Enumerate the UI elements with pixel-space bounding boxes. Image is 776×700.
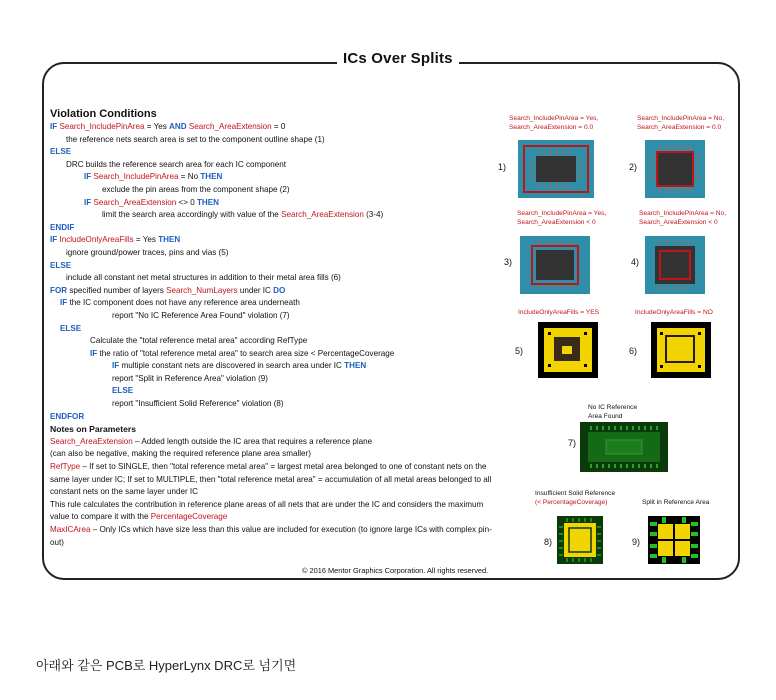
rule-segment: FOR <box>50 285 70 295</box>
rule-line <box>50 197 498 210</box>
rule-segment: Search_AreaExtension <box>93 197 177 207</box>
fig1-caption: Search_IncludePinArea = Yes, Search_AreaExtension = 0.0 <box>509 115 599 131</box>
rule-segment: THEN <box>158 235 181 245</box>
rule-segment: multiple constant nets are discovered in search area under IC <box>121 361 345 371</box>
rule-segment: IF <box>90 348 100 358</box>
rule-line <box>50 385 498 398</box>
rule-line <box>50 209 498 222</box>
rule-segment: IF <box>50 122 60 131</box>
fig6-all-metal-image <box>651 322 711 378</box>
rule-segment: limit the search area accordingly with value of the <box>102 210 282 220</box>
violation-heading: Violation Conditions <box>50 108 157 120</box>
rule-segment: ELSE <box>112 386 134 396</box>
rule-segment: IF <box>60 298 70 308</box>
fig5-number: 5) <box>515 346 524 356</box>
rule-line <box>50 335 498 348</box>
note-line <box>50 448 498 461</box>
rule-segment: = 0 <box>271 122 286 131</box>
fig5-area-fills-image <box>538 322 598 378</box>
fig7-caption: No IC Reference Area Found <box>588 404 638 420</box>
rule-line <box>50 373 498 386</box>
copyright: © 2016 Mentor Graphics Corporation. All rights reserved. <box>302 566 489 575</box>
fig2-number: 2) <box>629 162 638 172</box>
rule-segment: Search_NumLayers <box>166 285 238 295</box>
rule-line <box>50 234 498 247</box>
rule-segment: the IC component does not have any reference area underneath <box>69 298 300 308</box>
rule-line <box>50 247 498 260</box>
rule-line <box>50 348 498 361</box>
rule-segment: THEN <box>344 361 367 371</box>
rule-segment: IF <box>112 361 122 371</box>
fig4-caption: Search_IncludePinArea = No, Search_AreaExtension < 0 <box>639 210 727 226</box>
rule-segment: ENDIF <box>50 222 75 232</box>
rule-segment: ELSE <box>50 260 72 270</box>
rule-segment: <> 0 <box>176 197 197 207</box>
fig5-caption: IncludeOnlyAreaFills = YES <box>518 309 600 316</box>
note-segment: – If set to SINGLE, then "total reference metal area" = largest metal area belonged to one of constant nets on the same layer under IC; If set to MULTIPLE, then "total reference metal area" = accumulation of all metal areas belonged to all constant nets on the same layer under IC <box>50 462 492 497</box>
rule-line <box>50 360 498 373</box>
fig8-caption: Insufficient Solid Reference (< PercentageCoverage) <box>535 490 616 506</box>
rule-segment: AND <box>169 122 189 131</box>
rule-segment: report "Split in Reference Area" violation (9) <box>112 373 269 383</box>
note-segment: This rule calculates the contribution in reference plane areas of all nets that are under the IC and considers the maximum value to compare it with the <box>50 499 484 522</box>
rule-segment: Calculate the "total reference metal area" according RefType <box>90 336 308 346</box>
rule-segment: report "Insufficient Solid Reference" violation (8) <box>112 399 284 409</box>
rule-line <box>50 285 498 298</box>
violation-conditions <box>50 107 498 549</box>
rule-segment: IF <box>50 235 60 245</box>
rule-segment: IF <box>84 197 94 207</box>
rule-segment: specified number of layers <box>69 285 167 295</box>
rule-segment: Search_AreaExtension <box>188 122 272 131</box>
note-line <box>50 524 498 549</box>
note-segment: – Only ICs which have size less than this value are included for execution (to ignore large ICs with complex pin-out) <box>50 525 492 547</box>
fig3-reduced-area-image <box>520 236 590 294</box>
rule-segment: report "No IC Reference Area Found" violation (7) <box>112 310 290 320</box>
fig1-ic-outline-image <box>518 140 594 198</box>
note-segment: – Added length outside the IC area that requires a reference plane <box>132 436 373 446</box>
rule-segment: = Yes <box>144 122 170 131</box>
note-segment: RefType <box>50 462 81 472</box>
slide-title: ICs Over Splits <box>337 50 459 67</box>
rule-segment: ignore ground/power traces, pins and vias (5) <box>66 247 229 257</box>
note-segment: MaxICArea <box>50 525 91 534</box>
fig4-number: 4) <box>631 257 640 267</box>
rule-segment: include all constant net metal structures in addition to their metal area fills (6) <box>66 273 341 283</box>
rule-line <box>50 297 498 310</box>
rule-line <box>50 121 498 134</box>
fig2-pin-excluded-image <box>645 140 705 198</box>
rule-line <box>50 411 498 424</box>
fig2-caption: Search_IncludePinArea = No, Search_AreaExtension = 0.0 <box>637 115 725 131</box>
note-segment: PercentageCoverage <box>150 512 228 522</box>
notes-heading: Notes on Parameters <box>50 424 136 435</box>
note-line <box>50 436 498 449</box>
notes-lines <box>50 436 498 549</box>
fig8-insufficient-reference-image <box>557 516 603 564</box>
fig4-reduced-pin-excluded-image <box>645 236 705 294</box>
fig7-no-reference-image <box>580 422 668 472</box>
rule-line <box>50 272 498 285</box>
fig9-split-reference-image <box>648 516 700 564</box>
footer-caption: 아래와 같은 PCB로 HyperLynx DRC로 넘기면 <box>36 658 297 673</box>
rule-segment: Search_AreaExtension <box>281 210 364 220</box>
rule-segment: IncludeOnlyAreaFills <box>59 235 134 245</box>
rule-segment: = No <box>178 172 201 182</box>
rule-segment: the reference nets search area is set to the component outline shape (1) <box>66 134 325 144</box>
rule-segment: THEN <box>196 197 219 207</box>
rule-segment: = Yes <box>133 235 159 245</box>
fig6-caption: IncludeOnlyAreaFills = NO <box>635 309 713 316</box>
rule-segment: Search_IncludePinArea <box>93 172 179 182</box>
rule-segment: Search_IncludePinArea <box>59 122 145 131</box>
rule-line <box>50 260 498 273</box>
rule-line <box>50 146 498 159</box>
note-line <box>50 499 498 524</box>
rule-segment: IF <box>84 172 94 182</box>
note-line <box>50 461 498 499</box>
fig1-number: 1) <box>498 162 507 172</box>
rule-segment: exclude the pin areas from the component shape (2) <box>102 184 290 194</box>
fig8-number: 8) <box>544 537 553 547</box>
fig3-number: 3) <box>504 257 513 267</box>
rule-segment: under IC <box>237 285 274 295</box>
note-segment: (can also be negative, making the required reference plane area smaller) <box>50 449 311 459</box>
rule-segment: (3-4) <box>363 210 384 220</box>
rule-line <box>50 310 498 323</box>
rule-line <box>50 184 498 197</box>
rule-segment: DO <box>273 285 286 295</box>
rule-segment: ELSE <box>60 323 82 333</box>
fig6-number: 6) <box>629 346 638 356</box>
rule-lines <box>50 121 498 423</box>
rule-segment: DRC builds the reference search area for each IC component <box>66 159 286 169</box>
rule-segment: ENDFOR <box>50 411 85 421</box>
rule-line <box>50 134 498 147</box>
rule-segment: the ratio of "total reference metal area" to search area size < PercentageCoverage <box>99 348 395 358</box>
rule-line <box>50 323 498 336</box>
rule-line <box>50 171 498 184</box>
note-segment: Search_AreaExtension <box>50 436 133 446</box>
fig3-caption: Search_IncludePinArea = Yes, Search_AreaExtension < 0 <box>517 210 607 226</box>
fig9-number: 9) <box>632 537 641 547</box>
fig9-caption: Split in Reference Area <box>642 499 710 506</box>
rule-line <box>50 398 498 411</box>
rule-line <box>50 159 498 172</box>
rule-line <box>50 222 498 235</box>
fig7-number: 7) <box>568 438 577 448</box>
rule-segment: ELSE <box>50 147 72 157</box>
rule-segment: THEN <box>200 172 223 182</box>
